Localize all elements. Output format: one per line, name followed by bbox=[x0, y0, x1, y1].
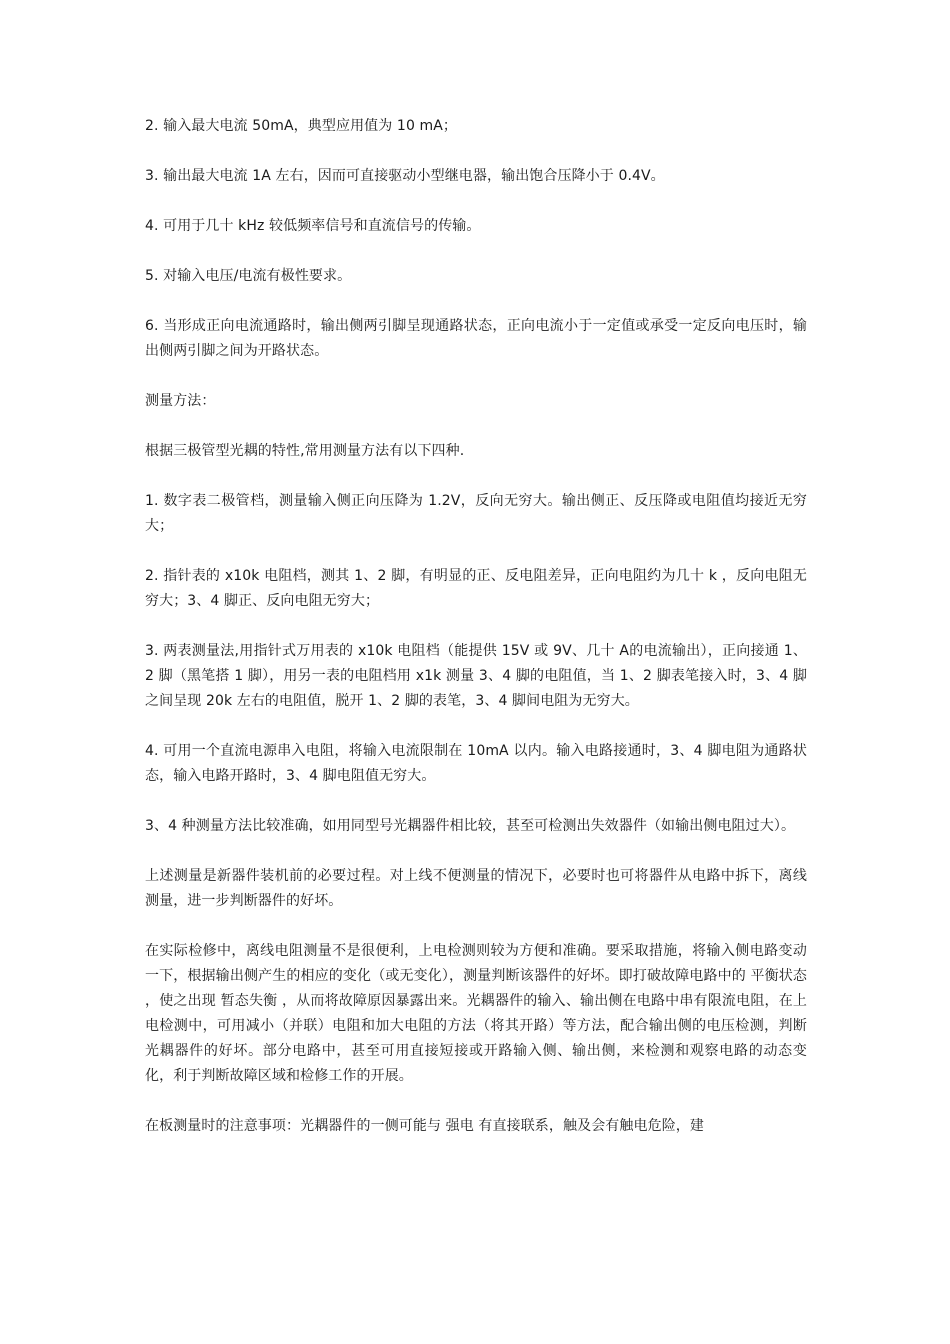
section-heading-measurement: 测量方法： bbox=[145, 393, 216, 409]
paragraph-frequency: 4. 可用于几十 kHz 较低频率信号和直流信号的传输。 bbox=[145, 218, 481, 234]
paragraph-method-comparison: 3、4 种测量方法比较准确，如用同型号光耦器件相比较，甚至可检测出失效器件（如输出侧电阻过大）。 bbox=[145, 818, 796, 834]
paragraph-output-current: 3. 输出最大电流 1A 左右，因而可直接驱动小型继电器，输出饱合压降小于 0.4V。 bbox=[145, 168, 665, 184]
paragraph-live-repair: 在实际检修中，离线电阻测量不是很便利，上电检测则较为方便和准确。要采取措施，将输入侧电路变动一下，根据输出侧产生的相应的变化（或无变化），测量判断该器件的好坏。即打破故障电路中的 平衡状态 ，使之出现 暂态失衡 ，从而将故障原因暴露出来。光耦器件的输入、输出侧在电路中串有限流电阻，在上电检测中，可用减小（并联）电阻和加大电阻的方法（将其开路）等方法，配合输出侧的电压检测，判断光耦器件的好坏。部分电路中，甚至可用直接短接或开路输入侧、输出侧，来检测和观察电路的动态变化，利于判断故障区域和检修工作的开展。 bbox=[145, 943, 807, 1084]
paragraph-precautions: 在板测量时的注意事项：光耦器件的一侧可能与 强电 有直接联系，触及会有触电危险，建 bbox=[145, 1118, 704, 1134]
paragraph-method-1: 1. 数字表二极管档，测量输入侧正向压降为 1.2V，反向无穷大。输出侧正、反压降或电阻值均接近无穷大； bbox=[145, 493, 807, 534]
paragraph-offline-test: 上述测量是新器件装机前的必要过程。对上线不便测量的情况下，必要时也可将器件从电路中拆下，离线测量，进一步判断器件的好坏。 bbox=[145, 868, 807, 909]
paragraph-measurement-intro: 根据三极管型光耦的特性,常用测量方法有以下四种. bbox=[145, 443, 465, 459]
document-body bbox=[145, 114, 807, 1139]
paragraph-conduction-state: 6. 当形成正向电流通路时，输出侧两引脚呈现通路状态，正向电流小于一定值或承受一定反向电压时，输出侧两引脚之间为开路状态。 bbox=[145, 318, 807, 359]
paragraph-input-current: 2. 输入最大电流 50mA，典型应用值为 10 mA； bbox=[145, 118, 458, 134]
paragraph-method-2: 2. 指针表的 x10k 电阻档，测其 1、2 脚，有明显的正、反电阻差异，正向电阻约为几十 k ，反向电阻无穷大；3、4 脚正、反向电阻无穷大； bbox=[145, 568, 807, 609]
paragraph-method-3: 3. 两表测量法,用指针式万用表的 x10k 电阻档（能提供 15V 或 9V、几十 A的电流输出），正向接通 1、2 脚（黑笔搭 1 脚），用另一表的电阻档用 x1k 测量 3、4 脚的电阻值，当 1、2 脚表笔接入时，3、4 脚之间呈现 20k 左右的电阻值，脱开 1、2 脚的表笔，3、4 脚间电阻为无穷大。 bbox=[145, 643, 807, 709]
paragraph-polarity: 5. 对输入电压/电流有极性要求。 bbox=[145, 268, 352, 284]
paragraph-method-4: 4. 可用一个直流电源串入电阻，将输入电流限制在 10mA 以内。输入电路接通时，3、4 脚电阻为通路状态，输入电路开路时，3、4 脚电阻值无穷大。 bbox=[145, 743, 807, 784]
